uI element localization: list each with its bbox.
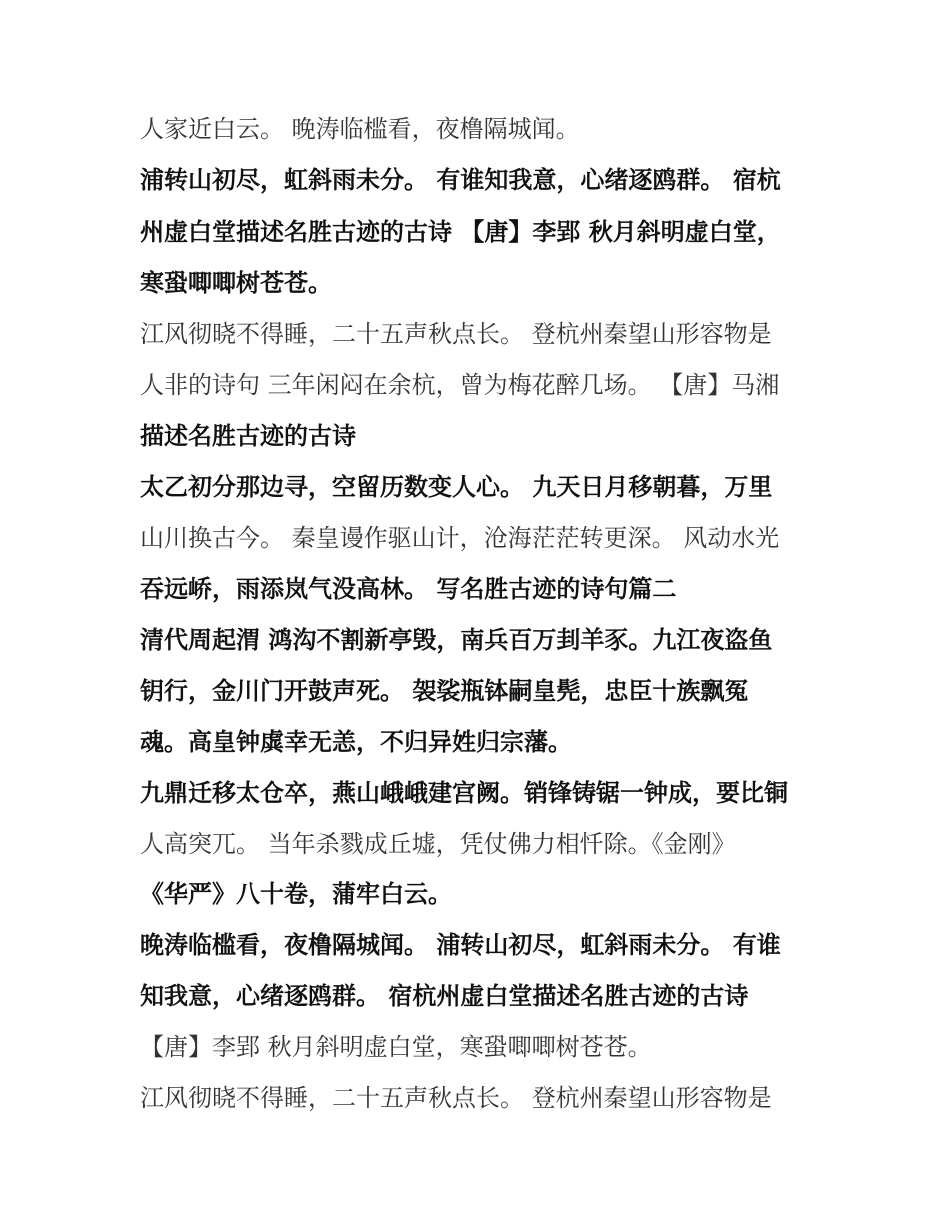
text-line-12: 钥行，金川门开鼓声死。 袈裟瓶钵嗣皇髡，忠臣十族飘冤 [140, 677, 749, 705]
text-line-16: 《华严》八十卷，蒲牢白云。 [140, 880, 452, 908]
text-line-1: 人家近白云。 晚涛临槛看，夜橹隔城闻。 [140, 115, 580, 143]
text-line-14: 九鼎迁移太仓卒，燕山峨峨建宫阙。销锋铸锯一钟成，要比铜 [140, 779, 788, 807]
text-line-8: 太乙初分那边寻，空留历数变人心。 九天日月移朝暮，万里 [140, 473, 773, 501]
text-line-10: 吞远峤，雨添岚气没高林。 写名胜古迹的诗句篇二 [140, 575, 677, 603]
text-line-2: 浦转山初尽，虹斜雨未分。 有谁知我意，心绪逐鸥群。 宿杭 [140, 166, 781, 194]
text-line-11: 清代周起渭 鸿沟不割新亭毁，南兵百万刲羊豕。九江夜盗鱼 [140, 626, 773, 654]
text-line-18: 知我意，心绪逐鸥群。 宿杭州虚白堂描述名胜古迹的古诗 [140, 982, 749, 1010]
text-line-13: 魂。高皇钟虡幸无恙，不归异姓归宗藩。 [140, 728, 572, 756]
text-line-7: 描述名胜古迹的古诗 [140, 422, 356, 450]
text-line-15: 人高突兀。 当年杀戮成丘墟，凭仗佛力相忏除。《金刚》 [140, 830, 736, 858]
text-line-5: 江风彻晓不得睡，二十五声秋点长。 登杭州秦望山形容物是 [140, 320, 772, 348]
text-line-19: 【唐】李郢 秋月斜明虚白堂，寒蛩唧唧树苍苍。 [140, 1033, 652, 1061]
text-line-20: 江风彻晓不得睡，二十五声秋点长。 登杭州秦望山形容物是 [140, 1084, 772, 1112]
text-line-3: 州虚白堂描述名胜古迹的古诗 【唐】李郢 秋月斜明虚白堂， [140, 218, 781, 246]
text-line-17: 晚涛临槛看，夜橹隔城闻。 浦转山初尽，虹斜雨未分。 有谁 [140, 931, 781, 959]
text-line-9: 山川换古今。 秦皇谩作驱山计，沧海茫茫转更深。 风动水光 [140, 524, 780, 552]
text-line-6: 人非的诗句 三年闲闷在余杭，曾为梅花醉几场。 【唐】马湘 [140, 371, 780, 399]
text-line-4: 寒蛩唧唧树苍苍。 [140, 269, 332, 297]
